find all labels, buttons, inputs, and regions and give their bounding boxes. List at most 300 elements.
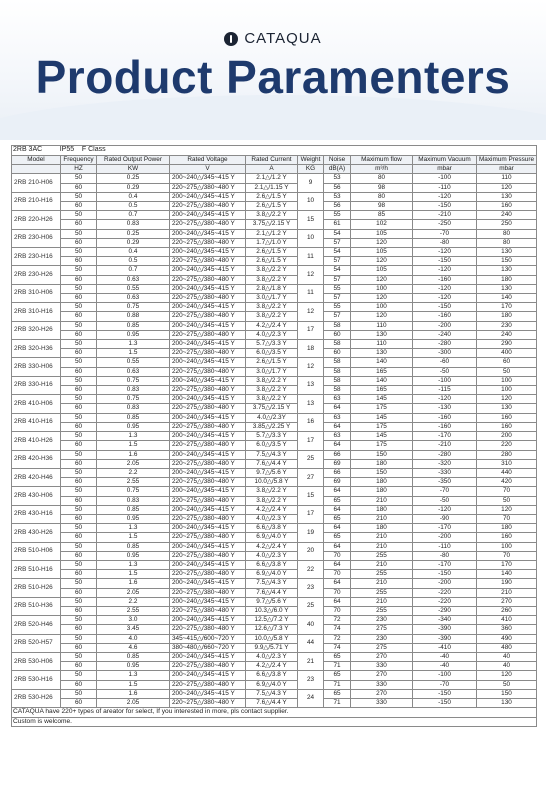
unit-header: mbar [413,165,477,174]
power-cell: 0.75 [97,395,170,404]
power-cell: 4.0 [97,634,170,643]
voltage-cell: 345~415△/600~720 Y [170,634,246,643]
unit-header-row [12,165,537,174]
pressure-cell: 200 [477,432,537,441]
unit-header: V [170,165,246,174]
flow-cell: 145 [351,395,413,404]
vacuum-cell: -150 [413,202,477,211]
vacuum-cell: -210 [413,441,477,450]
vacuum-cell: -200 [413,579,477,588]
noise-cell: 57 [324,257,351,266]
flow-cell: 120 [351,257,413,266]
weight-cell: 11 [298,248,324,266]
frequency-cell: 50 [61,597,97,606]
power-cell: 0.4 [97,248,170,257]
voltage-cell: 220~275△/380~480 Y [170,183,246,192]
table-row [12,395,537,404]
model-cell: 2RB 230-H16 [12,248,61,266]
frequency-cell: 50 [61,266,97,275]
flow-cell: 180 [351,478,413,487]
power-cell: 1.5 [97,349,170,358]
weight-cell: 22 [298,560,324,578]
voltage-cell: 200~240△/345~415 Y [170,450,246,459]
pressure-cell: 50 [477,680,537,689]
current-cell: 7.6△/4.4 Y [246,459,298,468]
voltage-cell: 220~275△/380~480 Y [170,202,246,211]
flow-cell: 330 [351,698,413,707]
voltage-cell: 200~240△/345~415 Y [170,413,246,422]
voltage-cell: 200~240△/345~415 Y [170,284,246,293]
vacuum-cell: -100 [413,671,477,680]
flow-cell: 255 [351,588,413,597]
frequency-cell: 60 [61,478,97,487]
unit-header: A [246,165,298,174]
flow-cell: 230 [351,634,413,643]
model-cell: 2RB 430-H16 [12,505,61,523]
brand-name: CATAQUA [244,30,322,47]
table-row [12,192,537,201]
weight-cell: 25 [298,597,324,615]
current-cell: 4.0△/2.3Y [246,413,298,422]
noise-cell: 69 [324,459,351,468]
frequency-cell: 50 [61,321,97,330]
frequency-cell: 50 [61,376,97,385]
power-cell: 2.2 [97,468,170,477]
table-row [12,698,537,707]
voltage-cell: 200~240△/345~415 Y [170,211,246,220]
frequency-cell: 60 [61,680,97,689]
column-header: Maximum Pressure [477,156,537,165]
voltage-cell: 220~275△/380~480 Y [170,533,246,542]
current-cell: 7.5△/4.3 Y [246,579,298,588]
weight-cell: 15 [298,487,324,505]
pressure-cell: 290 [477,340,537,349]
power-cell: 0.7 [97,266,170,275]
frequency-cell: 50 [61,395,97,404]
current-cell: 3.8△/2.2 Y [246,496,298,505]
pressure-cell: 150 [477,689,537,698]
flow-cell: 120 [351,238,413,247]
noise-cell: 64 [324,404,351,413]
table-row [12,404,537,413]
voltage-cell: 200~240△/345~415 Y [170,229,246,238]
flow-cell: 180 [351,459,413,468]
drop-logo-icon [224,32,238,46]
weight-cell: 21 [298,652,324,670]
table-row [12,330,537,339]
vacuum-cell: -150 [413,303,477,312]
current-cell: 10.0△/5.8 Y [246,478,298,487]
flow-cell: 175 [351,422,413,431]
power-cell: 1.3 [97,432,170,441]
vacuum-cell: -130 [413,404,477,413]
pressure-cell: 100 [477,376,537,385]
current-cell: 3.8△/2.2 Y [246,303,298,312]
weight-cell: 17 [298,432,324,450]
flow-cell: 180 [351,487,413,496]
frequency-cell: 60 [61,183,97,192]
power-cell: 0.85 [97,652,170,661]
vacuum-cell: -120 [413,505,477,514]
current-cell: 2.1△/1.2 Y [246,174,298,183]
flow-cell: 210 [351,496,413,505]
frequency-cell: 50 [61,284,97,293]
frequency-cell: 50 [61,468,97,477]
model-cell: 2RB 410-H06 [12,395,61,413]
frequency-cell: 50 [61,413,97,422]
voltage-cell: 200~240△/345~415 Y [170,432,246,441]
table-row [12,303,537,312]
table-row [12,597,537,606]
table-row [12,588,537,597]
weight-cell: 12 [298,358,324,376]
noise-cell: 71 [324,680,351,689]
voltage-cell: 200~240△/345~415 Y [170,487,246,496]
frequency-cell: 60 [61,570,97,579]
vacuum-cell: -100 [413,174,477,183]
column-header: Maximum flow [351,156,413,165]
current-cell: 7.6△/4.4 Y [246,588,298,597]
current-cell: 12.5△/7.2 Y [246,616,298,625]
weight-cell: 17 [298,321,324,339]
model-cell: 2RB 510-H26 [12,579,61,597]
noise-cell: 70 [324,588,351,597]
noise-cell: 63 [324,413,351,422]
unit-header [12,165,61,174]
pressure-cell: 270 [477,597,537,606]
vacuum-cell: -170 [413,432,477,441]
power-cell: 0.25 [97,174,170,183]
frequency-cell: 60 [61,588,97,597]
current-cell: 4.2△/2.4 Y [246,505,298,514]
unit-header: HZ [61,165,97,174]
voltage-cell: 220~275△/380~480 Y [170,680,246,689]
voltage-cell: 220~275△/380~480 Y [170,570,246,579]
voltage-cell: 200~240△/345~415 Y [170,689,246,698]
noise-cell: 60 [324,349,351,358]
power-cell: 1.5 [97,570,170,579]
model-cell: 2RB 330-H16 [12,376,61,394]
power-cell: 4.6 [97,643,170,652]
flow-cell: 80 [351,174,413,183]
noise-cell: 64 [324,441,351,450]
flow-cell: 105 [351,248,413,257]
table-row [12,505,537,514]
flow-cell: 180 [351,524,413,533]
current-cell: 2.6△/1.5 Y [246,202,298,211]
flow-cell: 100 [351,284,413,293]
column-header: Noise [324,156,351,165]
table-row [12,606,537,615]
noise-cell: 65 [324,671,351,680]
vacuum-cell: -170 [413,524,477,533]
current-cell: 6.9△/4.0 Y [246,533,298,542]
current-cell: 3.85△/2.25 Y [246,422,298,431]
weight-cell: 16 [298,413,324,431]
power-cell: 0.75 [97,303,170,312]
table-row [12,441,537,450]
noise-cell: 57 [324,238,351,247]
table-row [12,468,537,477]
model-cell: 2RB 230-H06 [12,229,61,247]
vacuum-cell: -120 [413,395,477,404]
vacuum-cell: -410 [413,643,477,652]
flow-cell: 270 [351,689,413,698]
frequency-cell: 60 [61,551,97,560]
voltage-cell: 220~275△/380~480 Y [170,220,246,229]
vacuum-cell: -40 [413,652,477,661]
pressure-cell: 70 [477,551,537,560]
noise-cell: 64 [324,560,351,569]
vacuum-cell: -90 [413,514,477,523]
current-cell: 3.75△/2.15 Y [246,220,298,229]
power-cell: 1.3 [97,560,170,569]
voltage-cell: 220~275△/380~480 Y [170,312,246,321]
flow-cell: 175 [351,404,413,413]
power-cell: 2.05 [97,459,170,468]
noise-cell: 56 [324,202,351,211]
current-cell: 3.8△/2.2 Y [246,386,298,395]
current-cell: 5.7△/3.3 Y [246,340,298,349]
frequency-cell: 50 [61,671,97,680]
pressure-cell: 420 [477,478,537,487]
table-row [12,321,537,330]
flow-cell: 270 [351,652,413,661]
current-cell: 10.0△/5.8 Y [246,634,298,643]
pressure-cell: 180 [477,524,537,533]
pressure-cell: 260 [477,606,537,615]
vacuum-cell: -70 [413,680,477,689]
pressure-cell: 110 [477,174,537,183]
power-cell: 0.55 [97,358,170,367]
vacuum-cell: -250 [413,220,477,229]
noise-cell: 72 [324,616,351,625]
flow-cell: 210 [351,533,413,542]
frequency-cell: 60 [61,294,97,303]
table-row [12,294,537,303]
power-cell: 1.5 [97,680,170,689]
pressure-cell: 280 [477,450,537,459]
flow-cell: 230 [351,616,413,625]
flow-cell: 120 [351,275,413,284]
pressure-cell: 70 [477,514,537,523]
frequency-cell: 60 [61,698,97,707]
vacuum-cell: -50 [413,496,477,505]
pressure-cell: 140 [477,570,537,579]
voltage-cell: 200~240△/345~415 Y [170,616,246,625]
flow-cell: 80 [351,192,413,201]
pressure-cell: 120 [477,671,537,680]
voltage-cell: 200~240△/345~415 Y [170,671,246,680]
table-row [12,284,537,293]
current-cell: 9.9△/5.71 Y [246,643,298,652]
column-header: Model [12,156,61,165]
table-row [12,358,537,367]
pressure-cell: 170 [477,303,537,312]
pressure-cell: 400 [477,349,537,358]
weight-cell: 13 [298,376,324,394]
current-cell: 9.7△/5.6 Y [246,597,298,606]
power-cell: 1.6 [97,450,170,459]
flow-cell: 175 [351,441,413,450]
power-cell: 1.6 [97,689,170,698]
voltage-cell: 200~240△/345~415 Y [170,652,246,661]
noise-cell: 55 [324,211,351,220]
current-cell: 4.0△/2.3 Y [246,330,298,339]
voltage-cell: 220~275△/380~480 Y [170,441,246,450]
pressure-cell: 250 [477,220,537,229]
frequency-cell: 50 [61,229,97,238]
current-cell: 2.6△/1.5 Y [246,248,298,257]
noise-cell: 70 [324,570,351,579]
noise-cell: 63 [324,395,351,404]
voltage-cell: 220~275△/380~480 Y [170,588,246,597]
current-cell: 6.0△/3.5 Y [246,349,298,358]
current-cell: 10.3△/6.0 Y [246,606,298,615]
vacuum-cell: -150 [413,689,477,698]
frequency-cell: 50 [61,689,97,698]
vacuum-cell: -160 [413,413,477,422]
vacuum-cell: -320 [413,459,477,468]
weight-cell: 44 [298,634,324,652]
series-cell [12,146,537,156]
current-cell: 6.0△/3.5 Y [246,441,298,450]
noise-cell: 58 [324,386,351,395]
flow-cell: 165 [351,386,413,395]
pressure-cell: 180 [477,275,537,284]
vacuum-cell: -160 [413,312,477,321]
current-cell: 7.6△/4.4 Y [246,698,298,707]
weight-cell: 9 [298,174,324,192]
pressure-cell: 160 [477,422,537,431]
noise-cell: 72 [324,634,351,643]
pressure-cell: 130 [477,192,537,201]
vacuum-cell: -110 [413,183,477,192]
flow-cell: 275 [351,643,413,652]
frequency-cell: 60 [61,514,97,523]
flow-cell: 98 [351,202,413,211]
pressure-cell: 310 [477,459,537,468]
power-cell: 1.3 [97,340,170,349]
current-cell: 4.0△/2.3 Y [246,551,298,560]
footer-row-2 [12,717,537,727]
current-cell: 3.0△/1.7 Y [246,294,298,303]
noise-cell: 69 [324,478,351,487]
table-row [12,542,537,551]
pressure-cell: 80 [477,238,537,247]
model-cell: 2RB 520-H57 [12,634,61,652]
frequency-cell: 50 [61,192,97,201]
table-row [12,680,537,689]
power-cell: 0.83 [97,496,170,505]
flow-cell: 210 [351,579,413,588]
current-cell: 3.8△/2.2 Y [246,275,298,284]
voltage-cell: 200~240△/345~415 Y [170,524,246,533]
flow-cell: 130 [351,330,413,339]
power-cell: 2.55 [97,606,170,615]
pressure-cell: 80 [477,229,537,238]
flow-cell: 210 [351,597,413,606]
flow-cell: 120 [351,312,413,321]
model-cell: 2RB 320-H26 [12,321,61,339]
brand [0,30,546,47]
vacuum-cell: -350 [413,478,477,487]
frequency-cell: 50 [61,340,97,349]
table-row [12,220,537,229]
power-cell: 1.5 [97,533,170,542]
table-row [12,496,537,505]
current-cell: 6.6△/3.8 Y [246,560,298,569]
frequency-cell: 60 [61,533,97,542]
vacuum-cell: -280 [413,340,477,349]
frequency-cell: 50 [61,560,97,569]
table-row [12,579,537,588]
pressure-cell: 230 [477,321,537,330]
pressure-cell: 130 [477,698,537,707]
current-cell: 3.75△/2.15 Y [246,404,298,413]
current-cell: 3.8△/2.2 Y [246,211,298,220]
noise-cell: 58 [324,340,351,349]
column-header: Rated Output Power [97,156,170,165]
vacuum-cell: -240 [413,330,477,339]
flow-cell: 180 [351,505,413,514]
power-cell: 0.29 [97,238,170,247]
table-row [12,312,537,321]
vacuum-cell: -120 [413,294,477,303]
power-cell: 2.2 [97,597,170,606]
vacuum-cell: -340 [413,616,477,625]
frequency-cell: 50 [61,524,97,533]
noise-cell: 70 [324,606,351,615]
weight-cell: 17 [298,505,324,523]
vacuum-cell: -170 [413,560,477,569]
power-cell: 0.85 [97,542,170,551]
frequency-cell: 50 [61,505,97,514]
vacuum-cell: -210 [413,211,477,220]
table-row [12,450,537,459]
voltage-cell: 200~240△/345~415 Y [170,358,246,367]
voltage-cell: 200~240△/345~415 Y [170,505,246,514]
voltage-cell: 200~240△/345~415 Y [170,303,246,312]
vacuum-cell: -40 [413,662,477,671]
footer-custom: Custom is welcome. [12,717,537,727]
voltage-cell: 220~275△/380~480 Y [170,422,246,431]
flow-cell: 130 [351,349,413,358]
pressure-cell: 240 [477,211,537,220]
noise-cell: 74 [324,643,351,652]
weight-cell: 10 [298,229,324,247]
vacuum-cell: -50 [413,367,477,376]
pressure-cell: 120 [477,183,537,192]
power-cell: 0.95 [97,330,170,339]
frequency-cell: 60 [61,330,97,339]
voltage-cell: 200~240△/345~415 Y [170,340,246,349]
noise-cell: 63 [324,432,351,441]
table-row [12,551,537,560]
power-cell: 0.88 [97,312,170,321]
header-banner [0,0,546,140]
model-cell: 2RB 430-H06 [12,487,61,505]
frequency-cell: 50 [61,579,97,588]
pressure-cell: 40 [477,652,537,661]
voltage-cell: 200~240△/345~415 Y [170,597,246,606]
noise-cell: 55 [324,284,351,293]
power-cell: 0.29 [97,183,170,192]
noise-cell: 56 [324,183,351,192]
model-cell: 2RB 510-H06 [12,542,61,560]
noise-cell: 57 [324,312,351,321]
vacuum-cell: -80 [413,551,477,560]
